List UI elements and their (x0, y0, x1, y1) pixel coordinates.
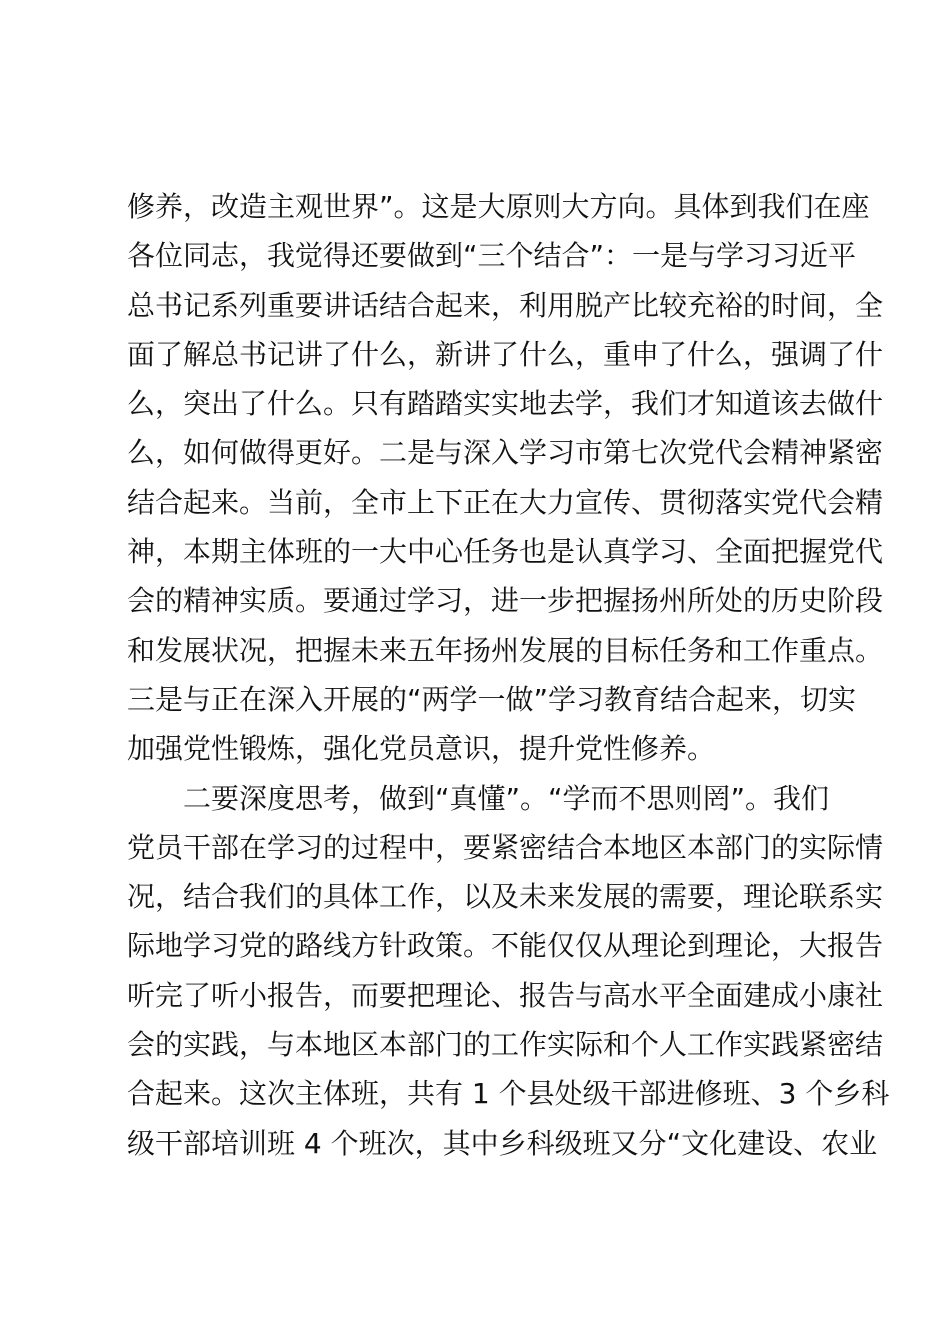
text-line: 么，突出了什么。只有踏踏实实地去学，我们才知道该去做什 (127, 387, 884, 421)
text-line: 么，如何做得更好。二是与深入学习市第七次党代会精神紧密 (127, 436, 884, 470)
text-line: 和发展状况，把握未来五年扬州发展的目标任务和工作重点。 (127, 633, 884, 667)
text-line: 加强党性锻炼，强化党员意识，提升党性修养。 (127, 732, 716, 766)
body-text (127, 182, 890, 1168)
text-line: 面了解总书记讲了什么，新讲了什么，重申了什么，强调了什 (127, 337, 884, 371)
text-line: 级干部培训班 4 个班次，其中乡科级班又分“文化建设、农业 (127, 1126, 878, 1160)
text-line: 党员干部在学习的过程中，要紧密结合本地区本部门的实际情 (127, 830, 884, 864)
text-line: 会的精神实质。要通过学习，进一步把握扬州所处的历史阶段 (127, 584, 884, 618)
text-line: 修养，改造主观世界”。这是大原则大方向。具体到我们在座 (127, 190, 870, 223)
text-line: 结合起来。当前，全市上下正在大力宣传、贯彻落实党代会精 (127, 485, 884, 519)
text-line: 二要深度思考，做到“真懂”。“学而不思则罔”。我们 (127, 781, 830, 815)
text-line: 听完了听小报告，而要把理论、报告与高水平全面建成小康社 (127, 978, 884, 1012)
text-line: 合起来。这次主体班，共有 1 个县处级干部进修班、3 个乡科 (127, 1077, 890, 1111)
text-line: 际地学习党的路线方针政策。不能仅仅从理论到理论，大报告 (127, 929, 884, 963)
text-line: 各位同志，我觉得还要做到“三个结合”：一是与学习习近平 (127, 239, 857, 273)
text-line: 神，本期主体班的一大中心任务也是认真学习、全面把握党代 (127, 535, 884, 569)
text-line: 总书记系列重要讲话结合起来，利用脱产比较充裕的时间，全 (127, 288, 884, 322)
text-line: 况，结合我们的具体工作，以及未来发展的需要，理论联系实 (127, 880, 884, 914)
text-line: 会的实践，与本地区本部门的工作实际和个人工作实践紧密结 (127, 1028, 884, 1062)
text-line: 三是与正在深入开展的“两学一做”学习教育结合起来，切实 (127, 682, 857, 716)
